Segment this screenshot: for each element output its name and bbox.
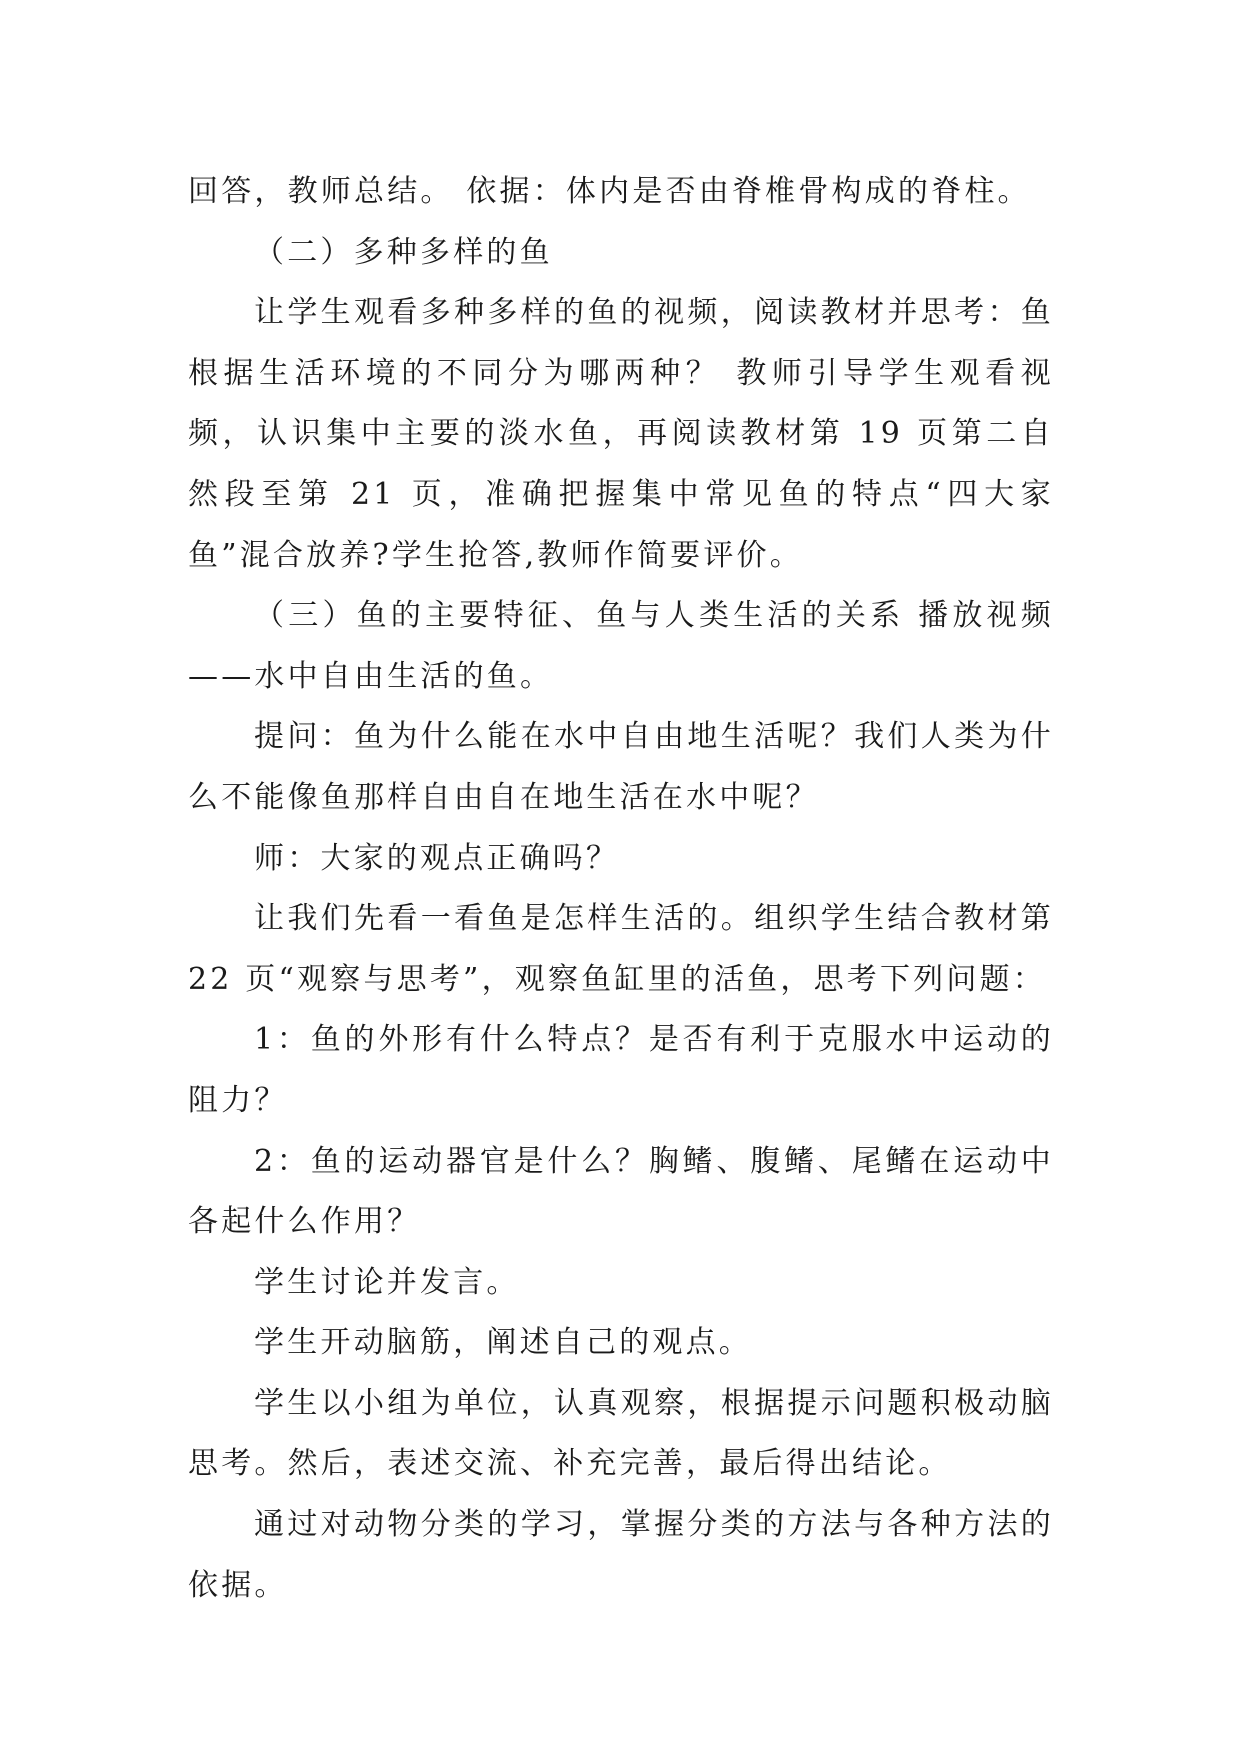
- paragraph-1: 回答，教师总结。 依据：体内是否由脊椎骨构成的脊柱。: [188, 174, 1031, 209]
- paragraph-observe: 让我们先看一看鱼是怎样生活的。组织学生结合教材第 22 页“观察与思考”，观察鱼缸里的活鱼，思考下列问题：: [188, 901, 1054, 997]
- paragraph-discuss: 学生讨论并发言。: [254, 1264, 520, 1300]
- question-1: 1：鱼的外形有什么特点？是否有利于克服水中运动的阻力？: [188, 1022, 1054, 1118]
- paragraph-teacher: 师：大家的观点正确吗？: [254, 840, 620, 876]
- paragraph-summary: 通过对动物分类的学习，掌握分类的方法与各种方法的依据。: [188, 1507, 1054, 1603]
- document-body: [188, 162, 1054, 1616]
- paragraph-think: 学生开动脑筋，阐述自己的观点。: [254, 1325, 752, 1361]
- paragraph-question: 提问：鱼为什么能在水中自由地生活呢？我们人类为什么不能像鱼那样自由自在地生活在水中呢？: [188, 719, 1054, 815]
- question-2: 2：鱼的运动器官是什么？胸鳍、腹鳍、尾鳍在运动中各起什么作用？: [188, 1143, 1054, 1240]
- paragraph-group: 学生以小组为单位，认真观察，根据提示问题积极动脑思考。然后，表述交流、补充完善，最后得出结论。: [188, 1385, 1054, 1482]
- section-heading-3: （三）鱼的主要特征、鱼与人类生活的关系 播放视频——水中自由生活的鱼。: [188, 598, 1054, 694]
- section-heading-2: （二）多种多样的鱼: [254, 234, 553, 270]
- paragraph-3: 让学生观看多种多样的鱼的视频，阅读教材并思考：鱼根据生活环境的不同分为哪两种？ 教师引导学生观看视频，认识集中主要的淡水鱼，再阅读教材第 19 页第二自然段至第 21 页，准确把握集中常见鱼的特点“四大家鱼”混合放养?学生抢答,教师作简要评价。: [188, 295, 1054, 573]
